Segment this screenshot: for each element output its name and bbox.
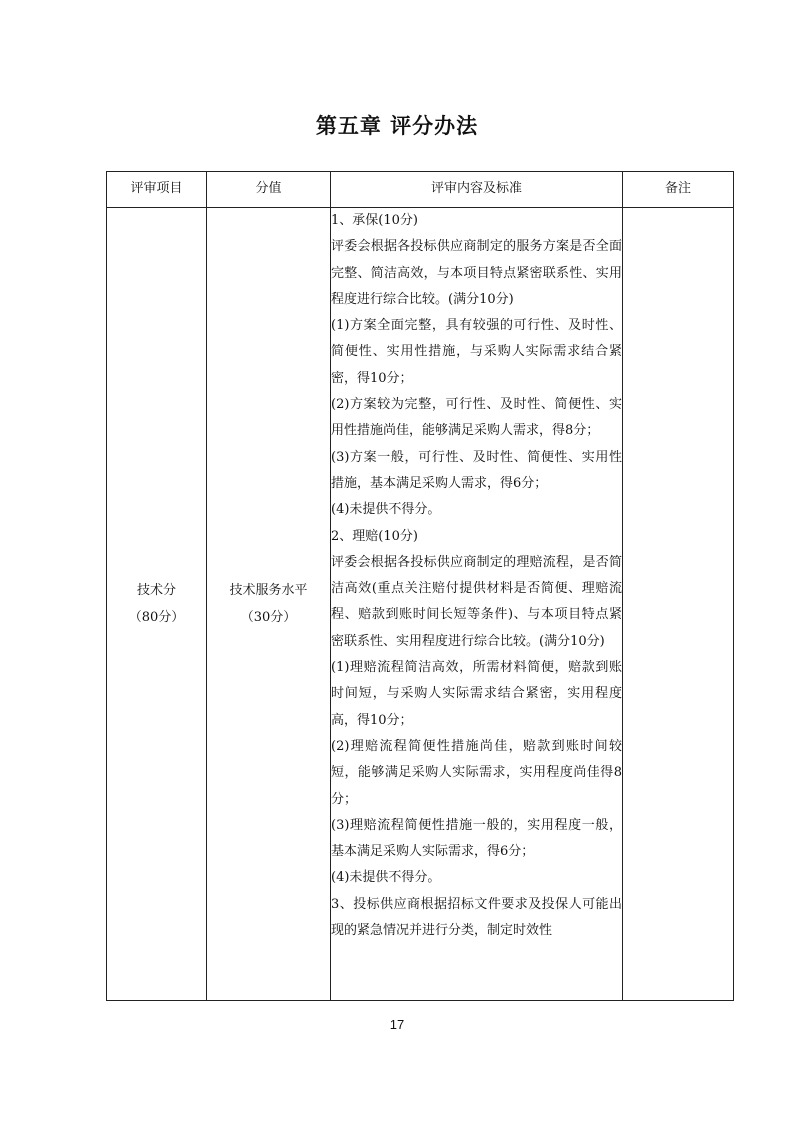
criteria-line: 2、理赔(10分) [331,528,418,544]
page-number: 17 [389,1017,405,1032]
header-evaluation-item: 评审项目 [107,172,207,208]
page-title: 第五章 评分办法 [315,114,479,138]
header-score: 分值 [207,172,331,208]
scoring-table [106,171,734,1001]
criteria-line: (1)理赔流程简洁高效，所需材料简便，赔款到账时间短，与采购人实际需求结合紧密，实用程度高，得10分； [331,660,622,728]
criteria-line: (2)理赔流程简便性措施尚佳，赔款到账时间较短，能够满足采购人实际需求，实用程度尚佳得8分； [331,738,622,807]
table-header-row [107,172,734,208]
category-score: （80分） [128,610,185,625]
criteria-line: (4)未提供不得分。 [331,502,441,518]
header-remarks: 备注 [623,172,734,208]
subcategory-score: （30分） [240,610,297,625]
criteria-line: (3)方案一般，可行性、及时性、简便性、实用性措施，基本满足采购人需求，得6分； [331,449,622,491]
criteria-line: 评委会根据各投标供应商制定的服务方案是否全面完整、简洁高效，与本项目特点紧密联系性、实用程度进行综合比较。(满分10分) [331,239,622,307]
table-row [107,208,734,1001]
criteria-line: 评委会根据各投标供应商制定的理赔流程，是否简洁高效(重点关注赔付提供材料是否简便、理赔流程、赔款到账时间长短等条件)、与本项目特点紧密联系性、实用程度进行综合比较。(满分10分) [331,554,622,649]
criteria-line: (4)未提供不得分。 [331,870,441,886]
header-criteria: 评审内容及标准 [331,172,623,208]
criteria-line: (3)理赔流程简便性措施一般的，实用程度一般，基本满足采购人实际需求，得6分； [331,817,622,860]
criteria-line: 1、承保(10分) [331,213,418,228]
subcategory-cell [207,208,331,1001]
subcategory-name: 技术服务水平 [229,583,308,598]
remark-cell [623,208,734,1001]
category-cell [107,208,207,1001]
category-name: 技术分 [136,583,176,598]
criteria-line: 3、投标供应商根据招标文件要求及投保人可能出现的紧急情况并进行分类，制定时效性 [331,896,622,939]
criteria-line: (1)方案全面完整，具有较强的可行性、及时性、简便性、实用性措施，与采购人实际需求结合紧密，得10分； [331,318,622,386]
criteria-line: (2)方案较为完整，可行性、及时性、简便性、实用性措施尚佳，能够满足采购人需求，得8分； [331,397,622,439]
criteria-cell [331,208,623,1001]
